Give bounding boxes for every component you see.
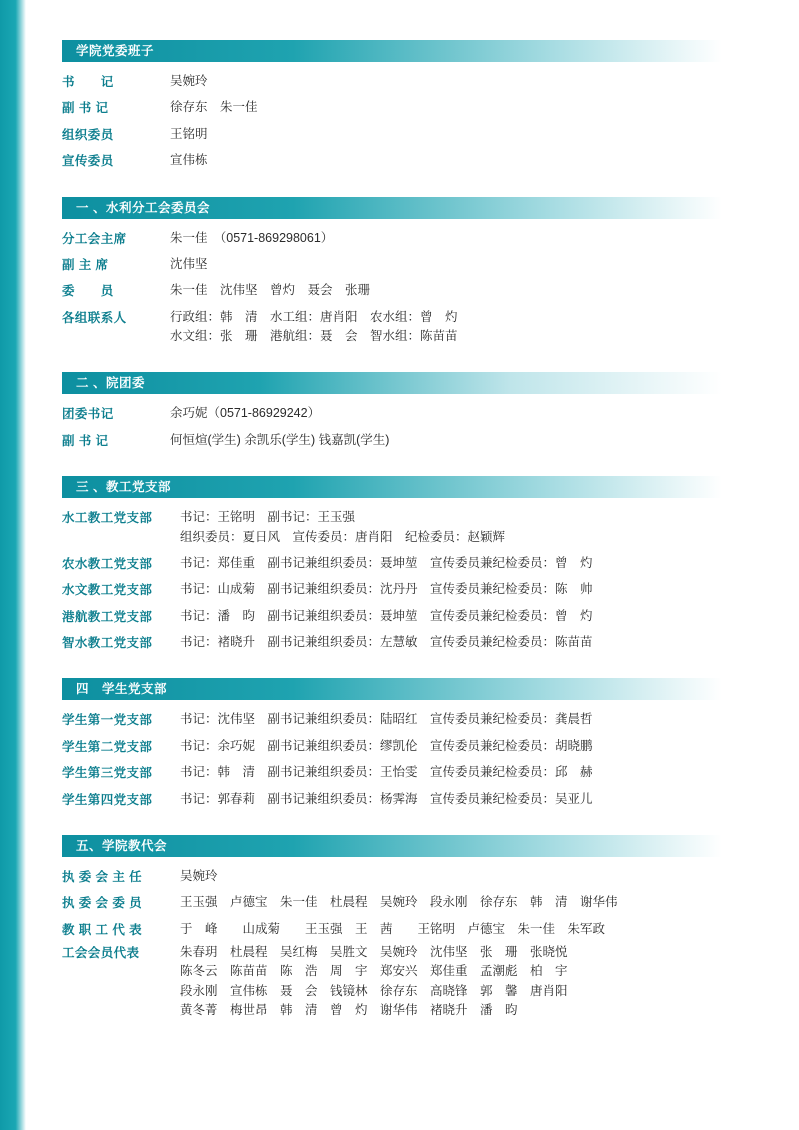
section-party-committee	[62, 40, 722, 171]
section-title: 三 、教工党支部	[62, 476, 722, 498]
info-row	[62, 151, 722, 170]
row-value: 于 峰 山成菊 王玉强 王 茜 王铭明 卢德宝 朱一佳 朱军政	[180, 921, 606, 936]
row-label: 副 书 记	[62, 433, 109, 448]
branch-row	[62, 554, 722, 573]
row-label: 副 主 席	[62, 257, 109, 272]
row-label: 执 委 会 委 员	[62, 896, 142, 911]
section-title: 五、学院教代会	[62, 835, 722, 857]
info-row	[62, 308, 722, 347]
branch-row	[62, 508, 722, 547]
row-value: 王玉强 卢德宝 朱一佳 杜晨程 吴婉玲 段永刚 徐存东 韩 清 谢华伟	[180, 895, 618, 910]
row-label: 执 委 会 主 任	[62, 869, 142, 884]
row-value: 朱一佳 （0571-869298061）	[170, 230, 334, 245]
branch-name: 水文教工党支部	[62, 583, 153, 598]
branch-name: 水工教工党支部	[62, 511, 153, 526]
row-value: 沈伟坚	[170, 256, 208, 271]
row-value: 吴婉玲	[180, 868, 218, 883]
row-label: 教 职 工 代 表	[62, 922, 142, 937]
section-title: 学院党委班子	[62, 40, 722, 62]
branch-detail-line: 书记：王铭明 副书记：王玉强	[180, 510, 356, 525]
section-faculty-branches	[62, 476, 722, 652]
section-faculty-congress	[62, 835, 722, 1021]
branch-detail-line: 书记：郑佳重 副书记兼组织委员：聂坤堃 宣传委员兼纪检委员：曾 灼	[180, 555, 593, 570]
row-label: 书 记	[62, 75, 114, 89]
info-row	[62, 431, 722, 450]
info-row	[62, 72, 722, 91]
row-label: 委 员	[62, 284, 114, 299]
branch-detail-line: 书记：山成菊 副书记兼组织委员：沈丹丹 宣传委员兼纪检委员：陈 帅	[180, 582, 593, 597]
row-label: 组织委员	[62, 127, 114, 142]
branch-row	[62, 607, 722, 626]
info-row	[62, 404, 722, 423]
row-value-group	[170, 308, 722, 347]
section-youth-league	[62, 372, 722, 450]
info-row	[62, 867, 722, 886]
section-title: 二 、院团委	[62, 372, 722, 394]
row-value: 吴婉玲	[170, 74, 208, 88]
row-label: 各组联系人	[62, 310, 127, 325]
branch-detail-line: 书记：沈伟坚 副书记兼组织委员：陆昭红 宣传委员兼纪检委员：龚晨哲	[180, 712, 593, 727]
branch-name: 学生第二党支部	[62, 739, 153, 754]
row-label: 团委书记	[62, 407, 114, 422]
branch-row	[62, 737, 722, 756]
branch-row	[62, 763, 722, 782]
row-value: 徐存东 朱一佳	[170, 100, 258, 115]
section-union-committee	[62, 197, 722, 347]
row-value-line: 朱春玥 杜晨程 吴红梅 吴胜文 吴婉玲 沈伟坚 张 珊 张晓悦	[180, 945, 568, 959]
branch-detail-line: 组织委员：夏日风 宣传委员：唐肖阳 纪检委员：赵颖辉	[180, 529, 506, 544]
row-value-line: 陈冬云 陈苗苗 陈 浩 周 宇 郑安兴 郑佳重 孟潮彪 柏 宇	[180, 964, 568, 979]
row-value-line: 段永刚 宣伟栋 聂 会 钱镜林 徐存东 高晓锋 郭 馨 唐肖阳	[180, 983, 568, 998]
section-title: 一 、水利分工会委员会	[62, 197, 722, 219]
row-label: 工会会员代表	[62, 946, 140, 960]
row-value: 宣伟栋	[170, 153, 208, 168]
section-title: 四 学生党支部	[62, 678, 722, 700]
info-row	[62, 281, 722, 300]
branch-detail-line: 书记：郭春莉 副书记兼组织委员：杨霁海 宣传委员兼纪检委员：吴亚儿	[180, 791, 593, 806]
row-value-line: 黄冬菁 梅世昂 韩 清 曾 灼 谢华伟 褚晓升 潘 昀	[180, 1003, 518, 1018]
branch-detail-group	[180, 508, 722, 547]
row-value-line: 行政组：韩 清 水工组：唐肖阳 农水组：曾 灼	[170, 309, 458, 324]
branch-name: 农水教工党支部	[62, 556, 153, 571]
row-label: 副 书 记	[62, 101, 109, 116]
branch-row	[62, 790, 722, 809]
row-value: 王铭明	[170, 126, 208, 141]
row-label: 宣传委员	[62, 154, 114, 169]
branch-detail-line: 书记：褚晓升 副书记兼组织委员：左慧敏 宣传委员兼纪检委员：陈苗苗	[180, 635, 593, 649]
left-edge-decoration	[0, 0, 26, 1130]
info-row	[62, 255, 722, 274]
branch-row	[62, 633, 722, 652]
row-value: 朱一佳 沈伟坚 曾灼 聂会 张珊	[170, 283, 371, 298]
branch-name: 学生第三党支部	[62, 766, 153, 781]
document-content	[62, 40, 722, 1037]
branch-name: 港航教工党支部	[62, 609, 153, 624]
info-row	[62, 98, 722, 117]
branch-detail-line: 书记：韩 清 副书记兼组织委员：王怡雯 宣传委员兼纪检委员：邱 赫	[180, 765, 593, 780]
branch-detail-line: 书记：潘 昀 副书记兼组织委员：聂坤堃 宣传委员兼纪检委员：曾 灼	[180, 608, 593, 623]
section-student-branches	[62, 678, 722, 809]
branch-name: 学生第一党支部	[62, 713, 153, 728]
row-value-group	[180, 943, 722, 1021]
info-row	[62, 125, 722, 144]
row-value-line: 水文组：张 珊 港航组：聂 会 智水组：陈苗苗	[170, 329, 458, 343]
branch-detail-line: 书记：余巧妮 副书记兼组织委员：缪凯伦 宣传委员兼纪检委员：胡晓鹏	[180, 738, 593, 753]
branch-name: 学生第四党支部	[62, 792, 153, 807]
branch-row	[62, 710, 722, 729]
row-value: 余巧妮（0571-86929242）	[170, 406, 321, 421]
info-row	[62, 943, 722, 1021]
info-row	[62, 920, 722, 939]
row-value: 何恒煊(学生) 余凯乐(学生) 钱嘉凯(学生)	[170, 432, 390, 447]
row-label: 分工会主席	[62, 231, 127, 246]
info-row	[62, 893, 722, 912]
info-row	[62, 229, 722, 248]
branch-row	[62, 580, 722, 599]
branch-name: 智水教工党支部	[62, 636, 153, 650]
